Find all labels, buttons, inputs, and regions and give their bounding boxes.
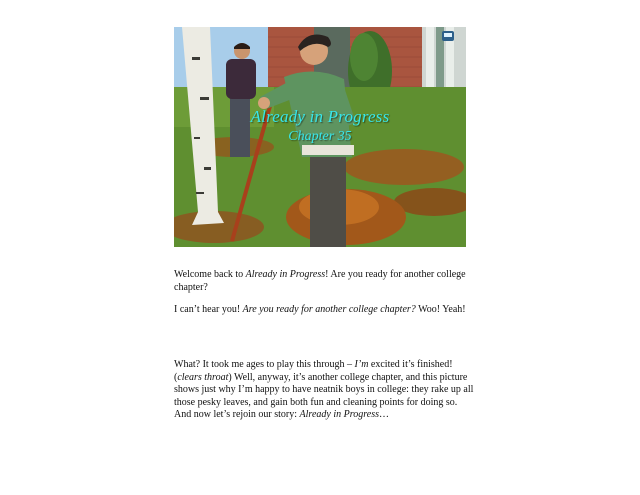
text-run: Welcome back to	[174, 269, 246, 280]
stage-direction-italic: clears throat	[177, 371, 229, 383]
text-run: …	[378, 409, 389, 421]
text-run: excited it’s finished! (	[174, 359, 453, 383]
story-title-italic: Already in Progress	[299, 409, 379, 421]
paragraph-intro	[174, 359, 474, 422]
text-run: I can’t hear you!	[174, 304, 243, 315]
emphasis-italic: I’m	[354, 359, 369, 370]
cover-chapter-label: Chapter 35	[288, 129, 352, 144]
story-title-italic: Already in Progress	[245, 269, 326, 280]
emphasis-italic: Are you ready for another college chapter?	[242, 304, 416, 315]
cover-title: Already in Progress	[250, 107, 390, 126]
text-run: ) Well, anyway, it’s another college chapter, and this picture shows just why I’m happy to have neatnik boys in college: they rake up all those pesky leaves, and gain both fun and cleaning points for doing so. And now let’s rejoin our story:	[174, 371, 474, 421]
paragraph-welcome	[174, 269, 474, 294]
text-run: What? It took me ages to play this through –	[174, 359, 355, 370]
text-run: ! Are you ready for another college chapter?	[174, 269, 466, 293]
cover-image	[174, 27, 466, 247]
paragraph-cheer	[174, 304, 474, 317]
text-run: Woo! Yeah!	[415, 304, 466, 315]
